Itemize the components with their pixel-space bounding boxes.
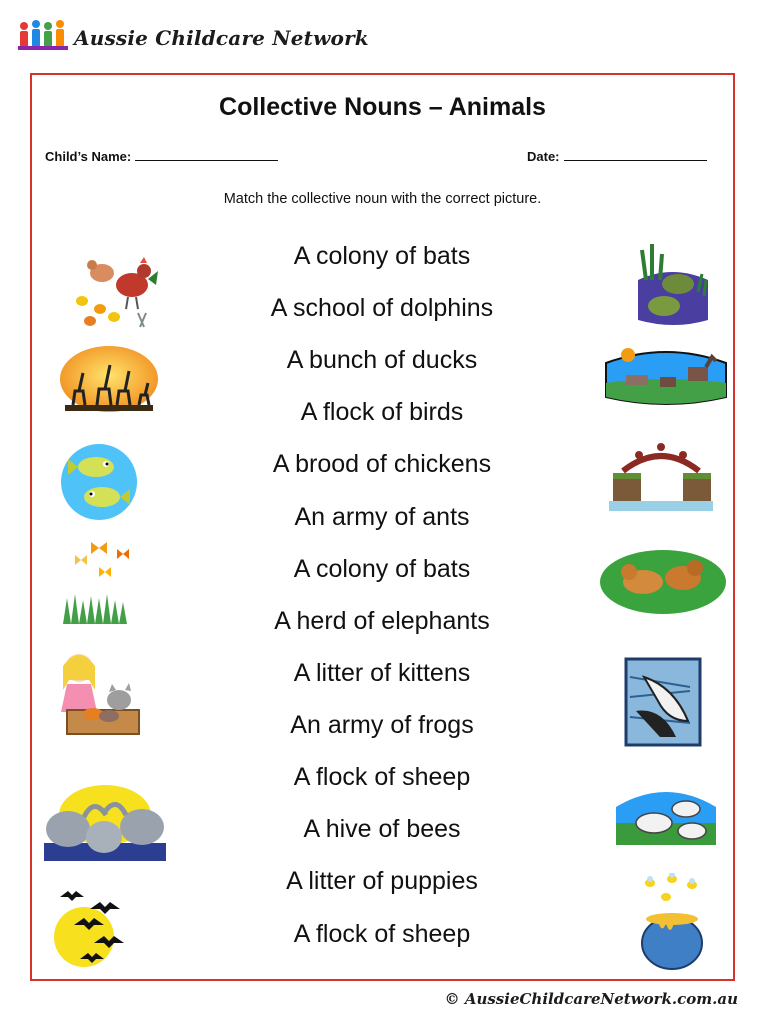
worksheet-frame [30,73,735,981]
butterflies-grass-picture [59,540,141,626]
frogs-pond-picture [632,240,712,328]
bats-moon-picture [50,885,132,977]
bees-honeypot-picture [636,873,710,973]
date-label: Date: [527,149,560,164]
logo-text: Aussie Childcare Network [74,26,369,50]
instruction-text: Match the collective noun with the correct picture. [223,191,542,207]
children-logo-icon [16,16,74,56]
phrase-item: An army of frogs [290,711,474,739]
phrase-item: A colony of bats [293,242,471,270]
date-line[interactable] [564,150,707,161]
phrase-item: A flock of birds [300,398,464,426]
fish-picture [60,441,138,523]
chickens-picture [70,243,162,331]
phrase-item: A bunch of ducks [286,346,478,374]
phrase-item: An army of ants [294,503,470,531]
phrase-item: A flock of sheep [293,920,471,948]
elephants-picture [44,783,166,863]
phrase-item: A brood of chickens [272,450,492,478]
dolphins-picture [624,657,702,747]
date-field[interactable] [527,149,707,164]
phrase-item: A litter of kittens [293,659,471,687]
puppies-picture [599,548,727,616]
phrase-item: A herd of elephants [274,607,490,635]
phrase-item: A school of dolphins [270,294,494,322]
horses-field-picture [604,345,728,407]
page-title: Collective Nouns – Animals [219,93,546,121]
phrase-item: A hive of bees [303,815,461,843]
phrase-item: A colony of bats [293,555,471,583]
brand-logo [16,14,369,60]
sheep-picture [614,777,718,849]
giraffes-sunset-picture [59,345,159,413]
ants-bridge-picture [609,437,713,511]
copyright-footer: © AussieChildcareNetwork.com.au [444,990,738,1008]
phrase-item: A flock of sheep [293,763,471,791]
childs-name-field[interactable] [45,149,278,164]
girl-kittens-picture [51,648,143,740]
phrase-item: A litter of puppies [286,867,478,895]
name-line[interactable] [135,150,278,161]
name-label: Child’s Name: [45,149,132,164]
